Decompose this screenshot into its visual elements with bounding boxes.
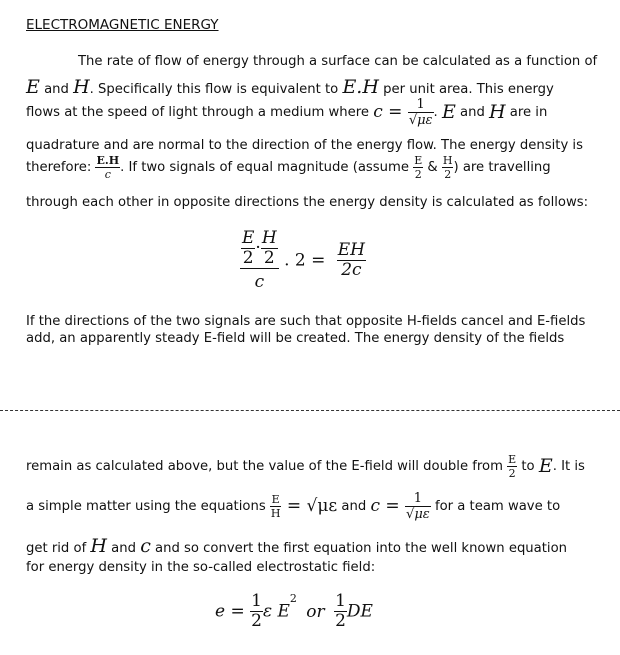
section-heading: ELECTROMAGNETIC ENERGY xyxy=(26,17,219,33)
para1-line2: E and H. Specifically this flow is equivalent to E.H per unit area. This energy xyxy=(26,76,554,98)
fraction-1-over-root-b: $\frac{1}{√\mu\varepsilon}$ xyxy=(406,491,430,522)
para2-line1: If the directions of the two signals are such that opposite H-fields cancel and E-fields xyxy=(26,314,586,329)
para1-line4: quadrature and are normal to the direction of the energy flow. The energy density is xyxy=(26,138,583,153)
fraction-eh-over-2c: $\frac{EH}{2c}$ xyxy=(337,240,365,280)
equation-energy-density: $\frac{E}{2}$ · $\frac{H}{2}$ c . 2 = $\frac{EH}{2c}$ xyxy=(242,228,365,292)
fraction-e-over-2-b: $\frac{E}{2}$ xyxy=(508,453,517,480)
para1-line1: The rate of flow of energy through a surface can be calculated as a function of xyxy=(78,54,598,69)
equation-electrostatic-energy: e = $\frac{1}{2}$ ε $E^2$ or $\frac{1}{2}$ DE xyxy=(215,591,373,631)
fraction-e-over-h: $\frac{E}{H}$ xyxy=(270,493,281,520)
para3-line1: remain as calculated above, but the value of the E-field will double from $\frac{E}{2}$ to E. It is xyxy=(26,453,585,480)
para3-line4: for energy density in the so-called electrostatic field: xyxy=(26,560,376,575)
para3-line2: a simple matter using the equations $\frac{E}{H}$ = √με and c = $\frac{1}{√\mu\varepsilon}$ for a team wave to xyxy=(26,491,561,522)
compound-fraction: $\frac{E}{2}$ · $\frac{H}{2}$ c xyxy=(242,228,277,292)
fraction-e-over-2: $\frac{E}{2}$ xyxy=(414,154,423,181)
para2-line2: add, an apparently steady E-field will be created. The energy density of the fields xyxy=(26,331,565,346)
page-break-divider xyxy=(0,410,620,411)
para1-line6: through each other in opposite directions the energy density is calculated as follows: xyxy=(26,195,589,210)
fraction-1-over-root: $\frac{1}{√\mu\varepsilon}$ xyxy=(408,97,433,128)
para3-line3: get rid of H and c and so convert the first equation into the well known equation xyxy=(26,535,568,557)
para1-line3: flows at the speed of light through a medium where c = $\frac{1}{√\mu\varepsilon}$ . E and H are in xyxy=(26,97,548,128)
fraction-one-half-b: $\frac{1}{2}$ xyxy=(335,591,346,631)
fraction-h-over-2: $\frac{H}{2}$ xyxy=(442,154,453,181)
fraction-one-half-a: $\frac{1}{2}$ xyxy=(251,591,262,631)
para1-line5: therefore: $\frac{E.H}{c}$ . If two signals of equal magnitude (assume $\frac{E}{2}$ & $\frac{H}{2}$ ) are travelling xyxy=(26,154,551,181)
fraction-eh-over-c: $\frac{E.H}{c}$ xyxy=(96,154,120,181)
